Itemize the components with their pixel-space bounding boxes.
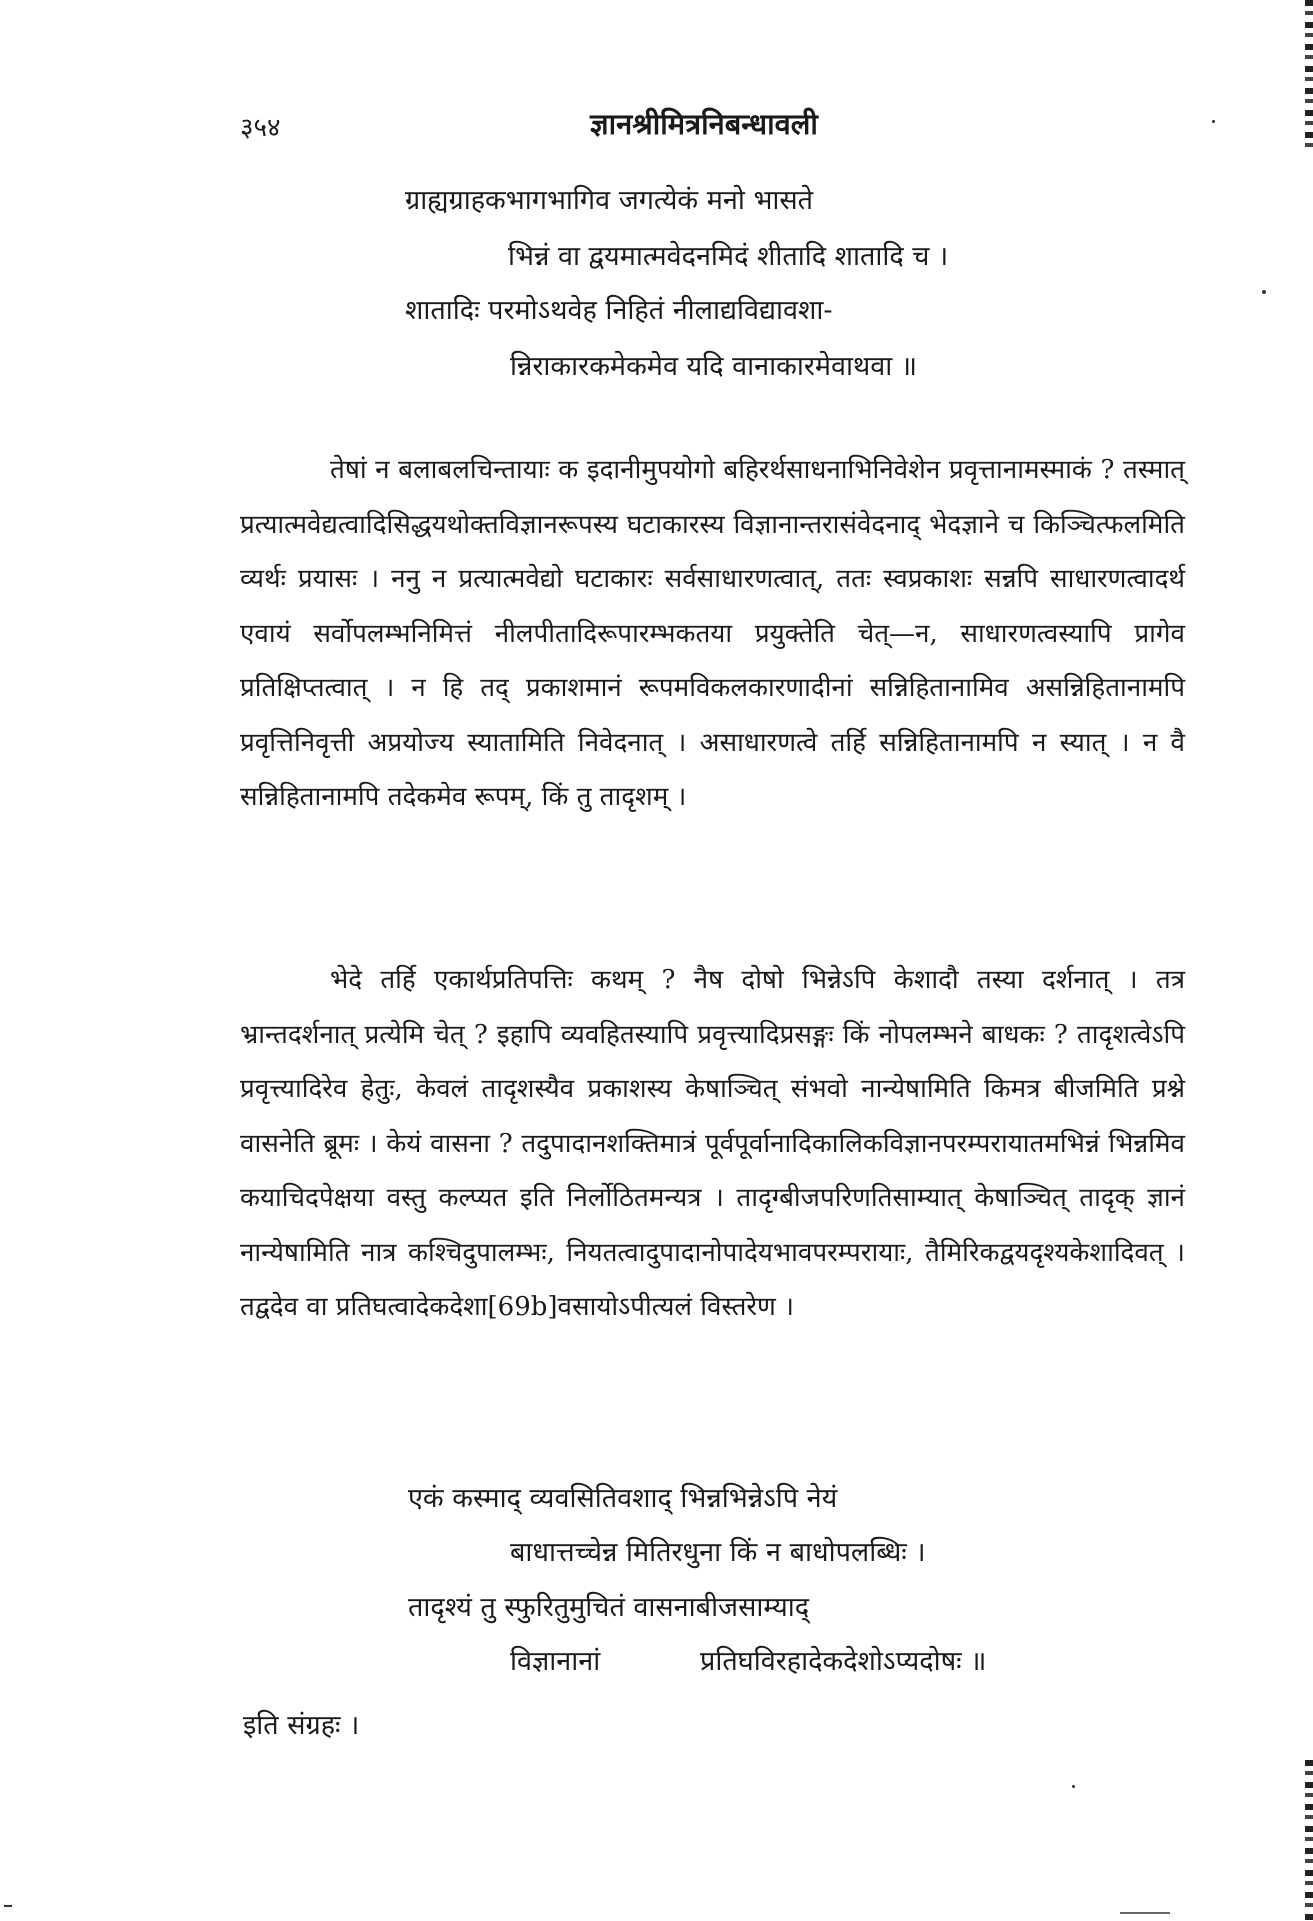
- page-number: ३५४: [240, 113, 281, 143]
- verse2-line3: तादृश्यं तु स्फुरितुमुचितं वासनाबीजसाम्याद्: [408, 1592, 810, 1623]
- closing-line: इति संग्रहः ।: [243, 1710, 360, 1741]
- scan-speck: [1262, 290, 1266, 294]
- verse2-line1: एकं कस्माद् व्यवसितिवशाद् भिन्नभिन्नेऽपि नेयं: [408, 1483, 838, 1514]
- verse1-line3: शातादिः परमोऽथवेह निहितं नीलाद्यविद्यावशा-: [405, 295, 833, 326]
- running-title: ज्ञानश्रीमित्रनिबन्धावली: [590, 107, 818, 141]
- paragraph-1: तेषां न बलाबलचिन्तायाः क इदानीमुपयोगो बहिरर्थसाधनाभिनिवेशेन प्रवृत्तानामस्माकं ? तस्मात् प्रत्यात्मवेद्यत्वादिसिद्धयथोक्तविज्ञानरूपस्य घटाकारस्य विज्ञानान्तरासंवेदनाद् भेदज्ञाने च किञ्चित्फलमिति व्यर्थः प्रयासः । ननु न प्रत्यात्मवेद्यो घटाकारः सर्वसाधारणत्वात्, ततः स्वप्रकाशः सन्नपि साधारणत्वादर्थ एवायं सर्वोपलम्भनिमित्तं नीलपीतादिरूपारम्भकतया प्रयुक्तेति चेत्—न, साधारणत्वस्यापि प्रागेव प्रतिक्षिप्तत्वात् । न हि तद् प्रकाशमानं रूपमविकलकारणादीनां सन्निहितानामिव असन्निहितानामपि प्रवृत्तिनिवृत्ती अप्रयोज्य स्यातामिति निवेदनात् । असाधारणत्वे तर्हि सन्निहितानामपि न स्यात् । न वै सन्निहितानामपि तदेकमेव रूपम्, किं तु तादृशम् ।: [240, 455, 1185, 812]
- scan-speck: [4, 1905, 12, 1907]
- scan-edge-top: [1305, 0, 1313, 150]
- verse1-line1: ग्राह्यग्राहकभागभागिव जगत्येकं मनो भासते: [405, 185, 814, 216]
- scan-speck: [1072, 1785, 1075, 1788]
- verse1-line2: भिन्नं वा द्वयमात्मवेदनमिदं शीतादि शातादि च ।: [508, 241, 949, 272]
- verse1-line4: न्निराकारकमेकमेव यदि वानाकारमेवाथवा ॥: [510, 351, 918, 382]
- scan-edge-bottom: [1305, 1760, 1313, 1921]
- scan-speck: [1120, 1912, 1170, 1914]
- verse2-line4-part1: विज्ञानानां: [510, 1646, 601, 1677]
- paragraph-2: भेदे तर्हि एकार्थप्रतिपत्तिः कथम् ? नैष दोषो भिन्नेऽपि केशादौ तस्या दर्शनात् । तत्र भ्रान्तदर्शनात् प्रत्येमि चेत् ? इहापि व्यवहितस्यापि प्रवृत्त्यादिप्रसङ्गः किं नोपलम्भने बाधकः ? तादृशत्वेऽपि प्रवृत्त्यादिरेव हेतुः, केवलं तादृशस्यैव प्रकाशस्य केषाञ्चित् संभवो नान्येषामिति किमत्र बीजमिति प्रश्ने वासनेति ब्रूमः । केयं वासना ? तदुपादानशक्तिमात्रं पूर्वपूर्वानादिकालिकविज्ञानपरम्परायातमभिन्नं भिन्नमिव कयाचिदपेक्षया वस्तु कल्प्यत इति निर्लोठितमन्यत्र । तादृग्बीजपरिणतिसाम्यात् केषाञ्चित् तादृक् ज्ञानं नान्येषामिति नात्र कश्चिदुपालम्भः, नियतत्वादुपादानोपादेयभावपरम्परायाः, तैमिरिकद्वयदृश्यकेशादिवत् । तद्वदेव वा प्रतिघत्वादेकदेशा[69b]वसायोऽपीत्यलं विस्तरेण ।: [240, 965, 1185, 1322]
- verse2-line2: बाधात्तच्चेन्न मितिरधुना किं न बाधोपलब्धिः ।: [510, 1537, 926, 1568]
- scan-speck: [1212, 120, 1215, 123]
- verse2-line4-part2: प्रतिघविरहादेकदेशोऽप्यदोषः ॥: [700, 1646, 987, 1677]
